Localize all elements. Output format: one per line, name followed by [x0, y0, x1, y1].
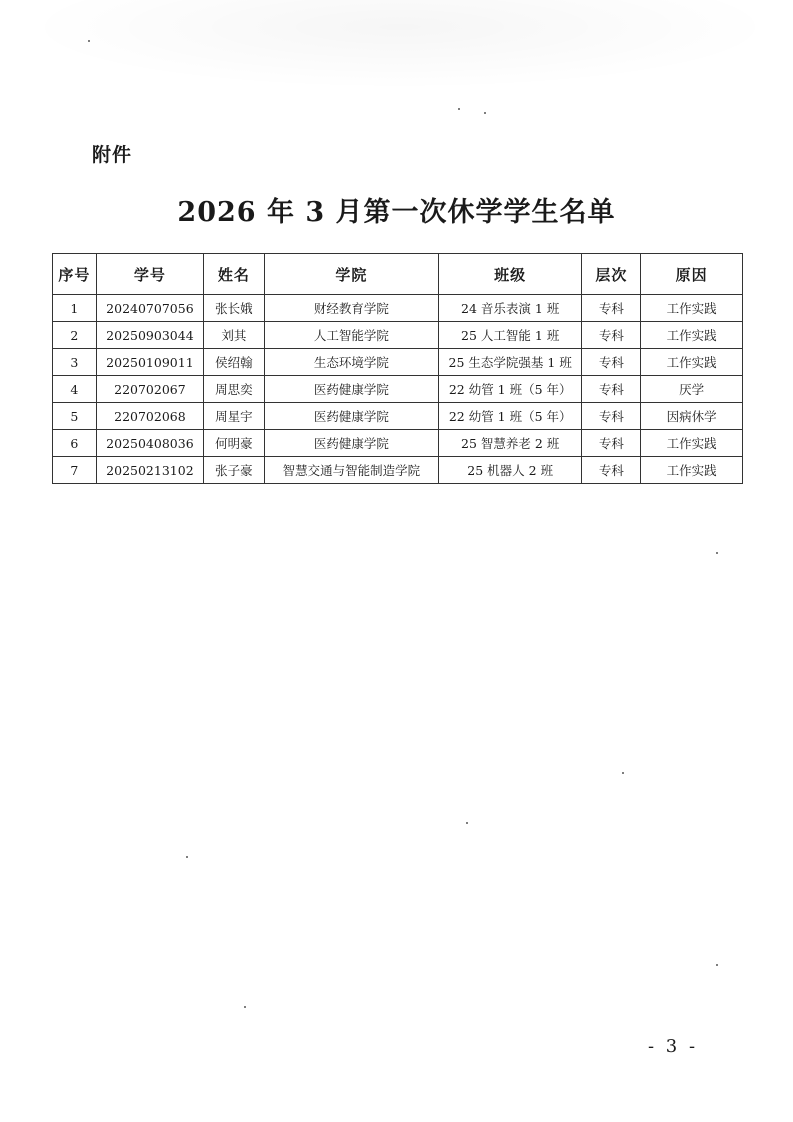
cell-reason: 工作实践	[641, 295, 743, 322]
cell-seq: 7	[53, 457, 97, 484]
scan-speck	[186, 856, 188, 858]
cell-name: 刘其	[204, 322, 265, 349]
scan-speck	[716, 552, 718, 554]
scan-speck	[466, 822, 468, 824]
cell-name: 何明豪	[204, 430, 265, 457]
cell-class: 25 生态学院强基 1 班	[439, 349, 582, 376]
cell-name: 周思奕	[204, 376, 265, 403]
column-header-student-id: 学号	[96, 254, 203, 295]
cell-student-id: 220702068	[96, 403, 203, 430]
cell-student-id: 20250408036	[96, 430, 203, 457]
column-header-college: 学院	[264, 254, 438, 295]
table-row	[53, 403, 743, 430]
cell-level: 专科	[582, 295, 641, 322]
page-title: 2026 年 3 月第一次休学学生名单	[177, 197, 616, 228]
student-suspension-table	[52, 253, 743, 484]
table-row	[53, 322, 743, 349]
cell-level: 专科	[582, 322, 641, 349]
cell-seq: 1	[53, 295, 97, 322]
table-row	[53, 295, 743, 322]
cell-class: 25 机器人 2 班	[439, 457, 582, 484]
cell-reason: 工作实践	[641, 322, 743, 349]
scan-shadow	[20, 0, 780, 90]
table-row	[53, 349, 743, 376]
table-row	[53, 457, 743, 484]
cell-student-id: 20250109011	[96, 349, 203, 376]
cell-name: 张长娥	[204, 295, 265, 322]
table-row	[53, 376, 743, 403]
cell-name: 张子豪	[204, 457, 265, 484]
cell-seq: 3	[53, 349, 97, 376]
cell-reason: 因病休学	[641, 403, 743, 430]
cell-seq: 6	[53, 430, 97, 457]
cell-level: 专科	[582, 376, 641, 403]
cell-reason: 工作实践	[641, 430, 743, 457]
cell-college: 医药健康学院	[264, 376, 438, 403]
cell-class: 22 幼管 1 班（5 年）	[439, 403, 582, 430]
cell-class: 22 幼管 1 班（5 年）	[439, 376, 582, 403]
table-header-row	[53, 254, 743, 295]
cell-college: 财经教育学院	[264, 295, 438, 322]
scan-speck	[88, 40, 90, 42]
cell-college: 医药健康学院	[264, 430, 438, 457]
scan-speck	[244, 1006, 246, 1008]
cell-college: 医药健康学院	[264, 403, 438, 430]
cell-name: 周星宇	[204, 403, 265, 430]
cell-level: 专科	[582, 349, 641, 376]
cell-college: 人工智能学院	[264, 322, 438, 349]
cell-name: 侯绍翰	[204, 349, 265, 376]
scan-speck	[484, 112, 486, 114]
cell-student-id: 20250213102	[96, 457, 203, 484]
cell-seq: 2	[53, 322, 97, 349]
cell-level: 专科	[582, 430, 641, 457]
cell-reason: 工作实践	[641, 457, 743, 484]
cell-college: 生态环境学院	[264, 349, 438, 376]
cell-level: 专科	[582, 457, 641, 484]
cell-seq: 5	[53, 403, 97, 430]
column-header-class: 班级	[439, 254, 582, 295]
cell-class: 25 智慧养老 2 班	[439, 430, 582, 457]
scan-speck	[716, 964, 718, 966]
cell-reason: 厌学	[641, 376, 743, 403]
cell-class: 24 音乐表演 1 班	[439, 295, 582, 322]
table-row	[53, 430, 743, 457]
cell-student-id: 20250903044	[96, 322, 203, 349]
cell-seq: 4	[53, 376, 97, 403]
scan-speck	[622, 772, 624, 774]
column-header-level: 层次	[582, 254, 641, 295]
column-header-seq: 序号	[53, 254, 97, 295]
attachment-label: 附件	[92, 144, 133, 166]
column-header-reason: 原因	[641, 254, 743, 295]
cell-student-id: 20240707056	[96, 295, 203, 322]
page-number: - 3 -	[648, 1036, 699, 1057]
cell-student-id: 220702067	[96, 376, 203, 403]
cell-reason: 工作实践	[641, 349, 743, 376]
cell-level: 专科	[582, 403, 641, 430]
scan-speck	[458, 108, 460, 110]
cell-class: 25 人工智能 1 班	[439, 322, 582, 349]
cell-college: 智慧交通与智能制造学院	[264, 457, 438, 484]
column-header-name: 姓名	[204, 254, 265, 295]
